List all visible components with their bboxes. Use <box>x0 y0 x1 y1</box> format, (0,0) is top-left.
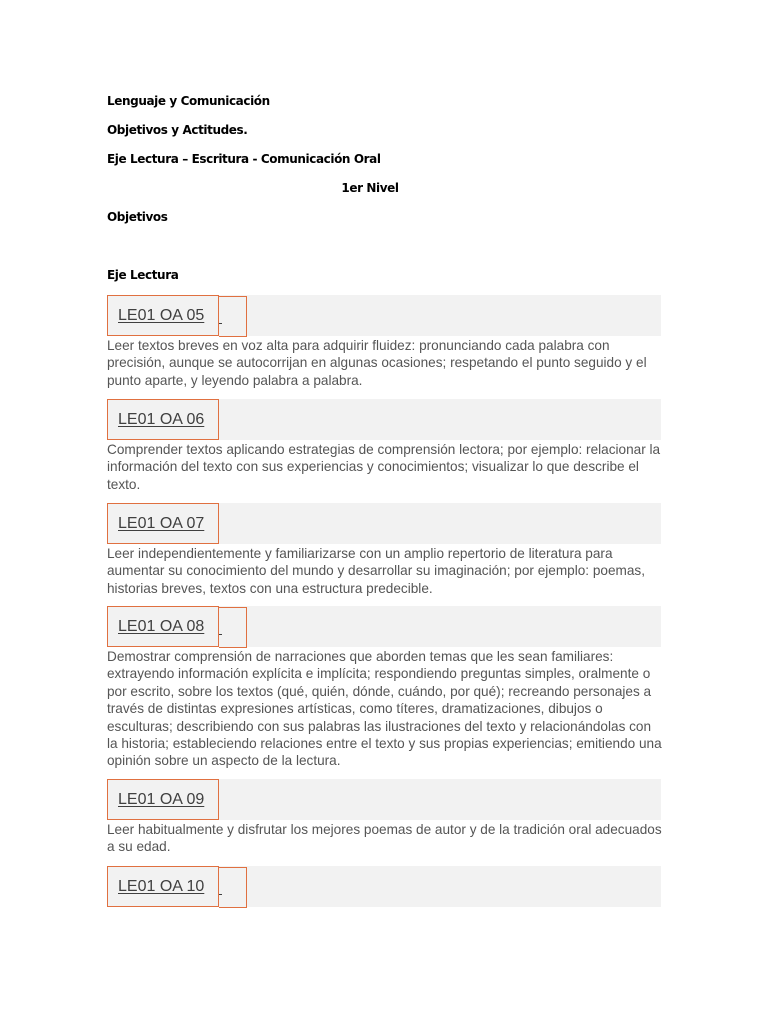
objective-code-box <box>107 866 219 907</box>
reading-axis-heading: Eje Lectura <box>107 268 179 282</box>
objective-code: LE01 OA 10 <box>118 878 205 895</box>
objective-description: Leer independientemente y familiarizarse con un amplio repertorio de literatura para aumentar su conocimiento del mundo y desarrollar su imaginación; por ejemplo: poemas, historias breves, textos con una estructura predecible. <box>107 546 645 596</box>
objective-description: Demostrar comprensión de narraciones que aborden temas que les sean familiares: extrayendo información explícita e implícita; respondiendo preguntas simples, oralmente o por escrito, sobre los textos (qué, quién, dónde, cuándo, por qué); recreando personajes a través de distintas expresiones artísticas, como títeres, dramatizaciones, dibujos o esculturas; describiendo con sus palabras las ilustraciones del texto y relacionándolas con la historia; estableciendo relaciones entre el texto y sus propias experiencias; emitiendo una opinión sobre un aspecto de la lectura. <box>107 649 662 769</box>
code-box-extension <box>219 296 247 337</box>
objective-code-box <box>107 606 219 647</box>
objective-code: LE01 OA 06 <box>118 411 205 428</box>
code-box-extension <box>219 867 247 908</box>
subject-heading: Lenguaje y Comunicación <box>107 94 270 108</box>
objective-code-box <box>107 779 219 820</box>
objective-code: LE01 OA 07 <box>118 515 205 532</box>
axes-heading: Eje Lectura – Escritura - Comunicación Oral <box>107 152 381 166</box>
objective-code: LE01 OA 05 <box>118 307 205 324</box>
objective-code-box <box>107 503 219 544</box>
objective-code: LE01 OA 08 <box>118 618 205 635</box>
section-heading: Objetivos y Actitudes. <box>107 123 248 137</box>
objective-description: Leer habitualmente y disfrutar los mejores poemas de autor y de la tradición oral adecuados a su edad. <box>107 822 662 855</box>
level-heading: 1er Nivel <box>341 181 399 195</box>
objective-code: LE01 OA 09 <box>118 791 205 808</box>
code-box-extension <box>219 607 247 648</box>
objective-description: Leer textos breves en voz alta para adquirir fluidez: pronunciando cada palabra con precisión, aunque se autocorrijan en algunas ocasiones; respetando el punto seguido y el punto aparte, y leyendo palabra a palabra. <box>107 338 647 388</box>
objective-code-box <box>107 295 219 336</box>
objectives-heading: Objetivos <box>107 210 168 224</box>
objective-code-box <box>107 399 219 440</box>
objective-description: Comprender textos aplicando estrategias de comprensión lectora; por ejemplo: relacionar la información del texto con sus experiencias y conocimientos; visualizar lo que describe el texto. <box>107 442 661 492</box>
